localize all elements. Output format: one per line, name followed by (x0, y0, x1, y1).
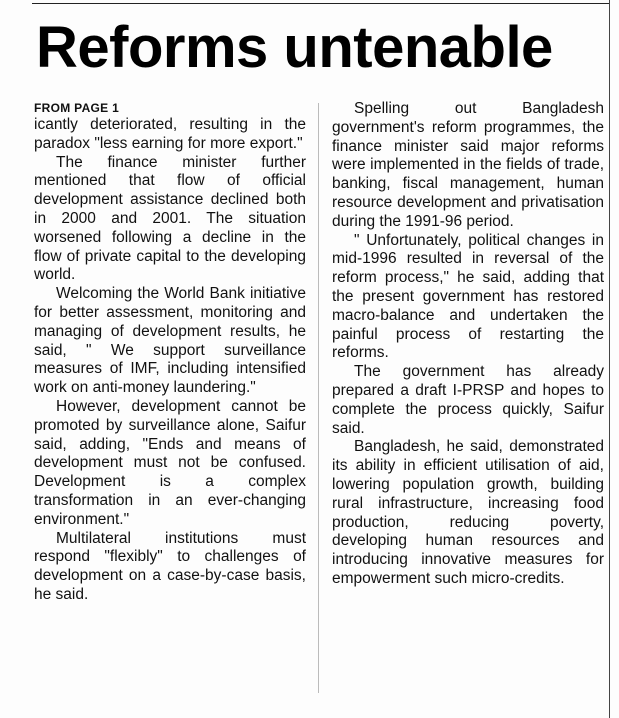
right-rule (609, 0, 610, 718)
paragraph: " Unfortunately, political changes in mid-1996 resulted in reversal of the reform process," he said, adding that the present government has restored macro-balance and undertaken the painful process of restarting the reforms. (332, 231, 604, 362)
paragraph: Spelling out Bangladesh government's reform programmes, the finance minister said major reforms were implemented in the fields of trade, banking, fiscal management, human resource development and privatisation during the 1991-96 period. (332, 100, 604, 230)
continuation-kicker: FROM PAGE 1 (34, 101, 120, 115)
left-column (34, 100, 306, 605)
column-divider (318, 103, 319, 693)
paragraph: icantly deteriorated, resulting in the paradox "less earning for more export." (34, 116, 306, 152)
headline: Reforms untenable (36, 15, 553, 80)
paragraph: The finance minister further mentioned that flow of official development assistance declined both in 2000 and 2001. The situation worsened following a decline in the flow of private capital to the developing world. (34, 153, 306, 284)
paragraph: The government has already prepared a draft I-PRSP and hopes to complete the process quickly, Saifur said. (332, 363, 604, 437)
paragraph: However, development cannot be promoted by surveillance alone, Saifur said, adding, "Ends and means of development must not be confused. Development is a complex transformation in an ever-changing environment." (34, 397, 306, 528)
paragraph: Multilateral institutions must respond "flexibly" to challenges of development on a case-by-case basis, he said. (34, 529, 306, 603)
paragraph: Bangladesh, he said, demonstrated its ability in efficient utilisation of aid, lowering population growth, building rural infrastructure, increasing food production, reducing poverty, developing human resources and introducing innovative measures for empowerment such micro-credits. (332, 438, 604, 587)
paragraph: Welcoming the World Bank initiative for better assessment, monitoring and managing of development results, he said, " We support surveillance measures of IMF, including intensified work on anti-money laundering." (34, 285, 306, 397)
top-rule (32, 3, 610, 4)
right-column (332, 100, 604, 589)
